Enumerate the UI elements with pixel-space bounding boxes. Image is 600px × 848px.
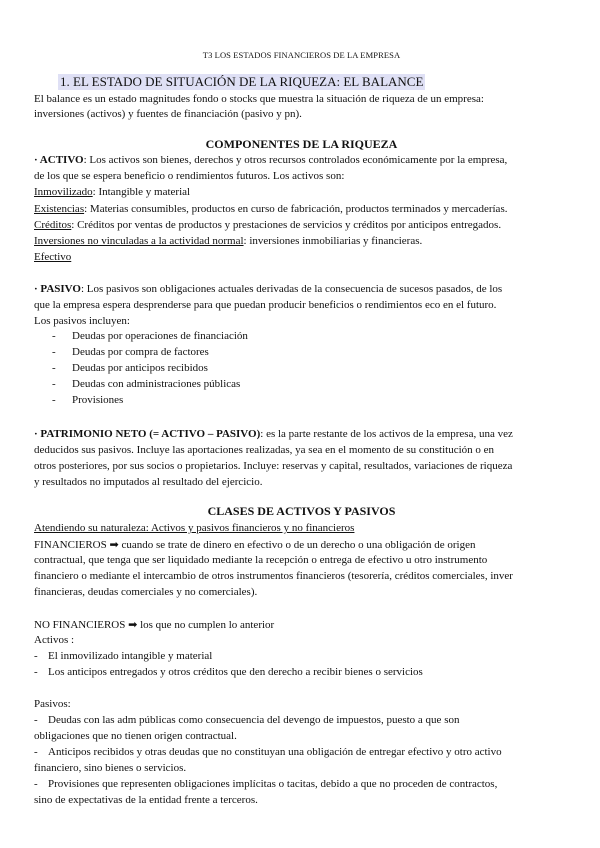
clases-subtitle: Atendiendo su naturaleza: Activos y pasivos financieros y no financieros (34, 522, 355, 534)
financieros-line-1: FINANCIEROS ➡ cuando se trate de dinero en efectivo o de un derecho o una obligación de origen (34, 538, 476, 551)
page-header: T3 LOS ESTADOS FINANCIEROS DE LA EMPRESA (202, 50, 401, 60)
activo-item: Créditos: Créditos por ventas de productos y prestaciones de servicios y créditos por anticipos entregados. (34, 219, 502, 231)
pasivo-line-3: Los pasivos incluyen: (34, 315, 130, 327)
patrimonio-line-1: · PATRIMONIO NETO (= ACTIVO – PASIVO): es la parte restante de los activos de la empresa, una vez (34, 428, 513, 440)
pasivo-line-2: que la empresa espera desprenderse para que puedan producir beneficios o rendimientos eco en el futuro. (34, 299, 497, 311)
pasivos-item-line: - Anticipos recibidos y otras deudas que no constituyan una obligación de entregar efectivo y otro activo (34, 746, 502, 758)
activos-label: Activos : (34, 634, 75, 646)
pasivo-list-item: - Deudas por compra de factores (52, 346, 209, 358)
clases-title: CLASES DE ACTIVOS Y PASIVOS (207, 504, 396, 518)
pasivo-list-item: - Provisiones (52, 394, 124, 406)
pasivos-item-line: - Deudas con las adm públicas como consecuencia del devengo de impuestos, puesto a que son (34, 714, 460, 726)
pasivos-label: Pasivos: (34, 698, 71, 710)
activo-item: Inmovilizado: Intangible y material (34, 186, 191, 198)
activos-item: - Los anticipos entregados y otros créditos que den derecho a recibir bienes o servicios (34, 666, 423, 678)
patrimonio-label: · PATRIMONIO NETO (= ACTIVO – PASIVO) (34, 428, 261, 440)
activo-line-1 (34, 153, 569, 169)
arrow-right-icon: ➡ (128, 618, 138, 631)
pasivos-item-line: - Provisiones que representen obligaciones implícitas o tacitas, debido a que no proceden de contractos, (34, 778, 498, 790)
pasivo-line-1: · PASIVO: Los pasivos son obligaciones actuales derivadas de la consecuencia de sucesos pasados, de los (34, 283, 503, 295)
patrimonio-line-4: y resultados no imputados al resultado del ejercicio. (34, 476, 263, 488)
financieros-line-2: contractual, que tenga que ser liquidado mediante la recepción o entrega de efectivo u otro instrumento (34, 554, 488, 566)
activo-item: Existencias: Materias consumibles, productos en curso de fabricación, productos terminados y mercaderías. (34, 203, 508, 215)
activo-label: · ACTIVO (34, 154, 84, 166)
activo-item: Efectivo (34, 251, 72, 263)
pasivo-list-item: - Deudas con administraciones públicas (52, 378, 241, 390)
pasivos-item-line: financiero, sino bienes o servicios. (34, 762, 187, 774)
activos-item: - El inmovilizado intangible y material (34, 650, 213, 662)
patrimonio-line-2: deducidos sus pasivos. Incluye las aportaciones realizadas, ya sea en el momento de su constitución o en (34, 444, 495, 456)
pasivos-item-line: sino de expectativas de la entidad frente a terceros. (34, 794, 258, 806)
pasivo-label: · PASIVO (34, 283, 81, 295)
no-financieros-line: NO FINANCIEROS ➡ los que no cumplen lo anterior (34, 618, 275, 631)
financieros-line-4: financieras, deudas comerciales y no comerciales). (34, 586, 258, 598)
pasivo-list-item: - Deudas por anticipos recibidos (52, 362, 208, 374)
pasivos-item-line: obligaciones que no tienen origen contractual. (34, 730, 237, 742)
intro-line-1: El balance es un estado magnitudes fondo o stocks que muestra la situación de riqueza de un empresa: (34, 93, 484, 105)
patrimonio-line-3: otros posteriores, por sus socios o propietarios. Incluye: reservas y capital, resultados, variaciones de riqueza (34, 460, 513, 472)
activo-line-2: de los que se espera beneficio o rendimientos futuros. Los activos son: (34, 170, 345, 182)
activo-text: : Los activos son bienes, derechos y otros recursos controlados económicamente por la empresa, (83, 154, 508, 166)
section-title: 1. EL ESTADO DE SITUACIÓN DE LA RIQUEZA: EL BALANCE (60, 74, 424, 89)
financieros-line-3: financiero o mediante el intercambio de otros instrumentos financieros (tesorería, créditos comerciales, inver (34, 570, 513, 582)
pasivo-list-item: - Deudas por operaciones de financiación (52, 330, 248, 342)
components-title: COMPONENTES DE LA RIQUEZA (205, 137, 398, 151)
activo-item: Inversiones no vinculadas a la actividad normal: inversiones inmobiliarias y financieras. (34, 235, 423, 247)
intro-line-2: inversiones (activos) y fuentes de financiación (pasivo y pn). (34, 108, 302, 120)
arrow-right-icon: ➡ (109, 538, 119, 551)
